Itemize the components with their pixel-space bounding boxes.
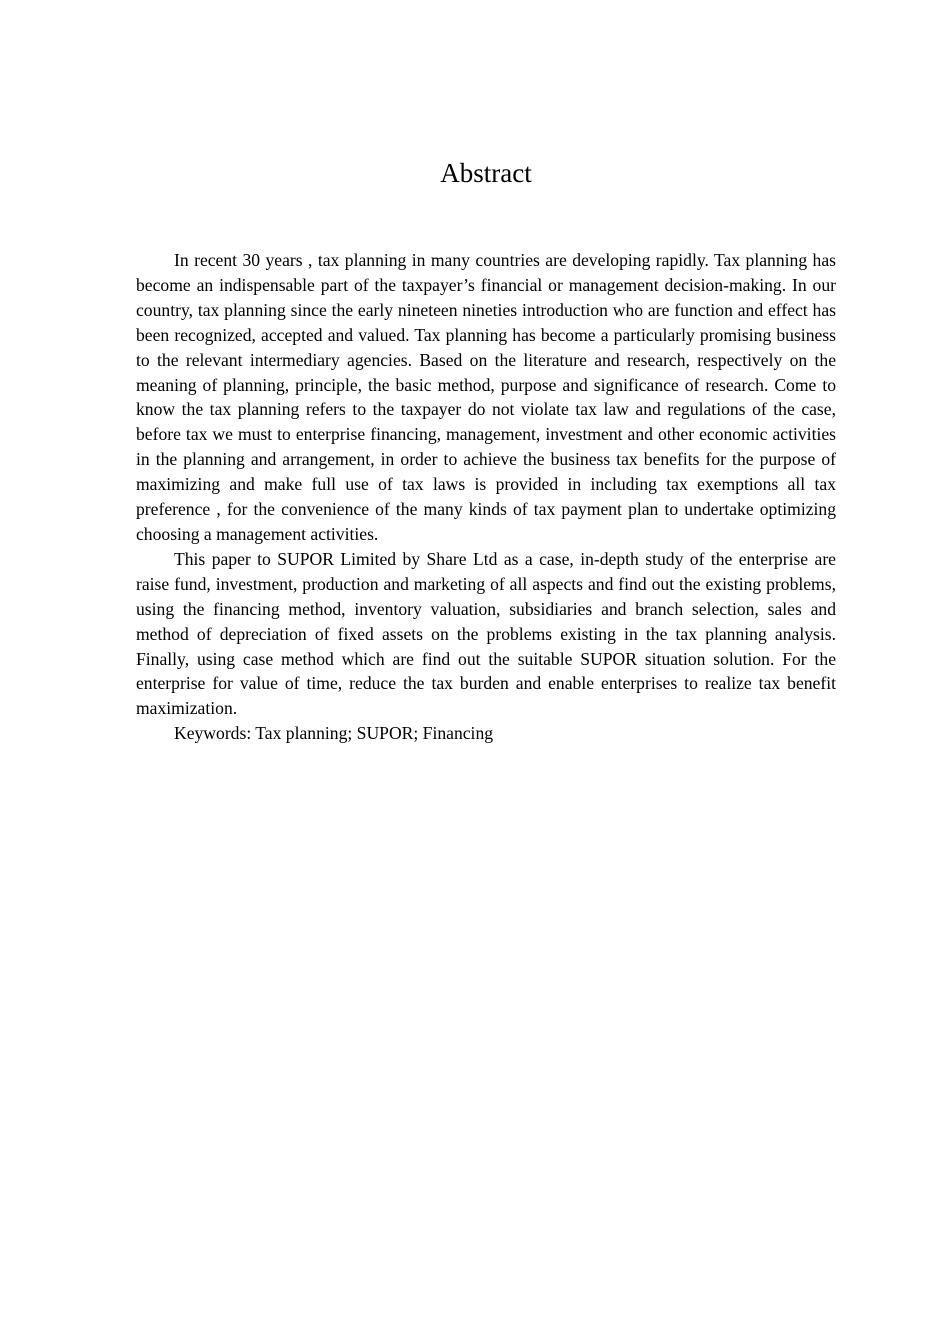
abstract-paragraph-2: This paper to SUPOR Limited by Share Ltd as a case, in-depth study of the enterprise are raise fund, investment, production and marketing of all aspects and find out the existing problems, using the financing method, inventory valuation, subsidiaries and branch selection, sales and method of depreciation of fixed assets on the problems existing in the tax planning analysis. Finally, using case method which are find out the suitable SUPOR situation solution. For the enterprise for value of time, reduce the tax burden and enable enterprises to realize tax benefit maximization.: [136, 548, 836, 719]
abstract-body: [136, 248, 836, 746]
keywords-line: Keywords: Tax planning; SUPOR; Financing: [174, 723, 494, 744]
abstract-paragraph-1: In recent 30 years , tax planning in many countries are developing rapidly. Tax planning has become an indispensable part of the taxpayer’s financial or management decision-making. In our country, tax planning since the early nineteen nineties introduction who are function and effect has been recognized, accepted and valued. Tax planning has become a particularly promising business to the relevant intermediary agencies. Based on the literature and research, respectively on the meaning of planning, principle, the basic method, purpose and significance of research. Come to know the tax planning refers to the taxpayer do not violate tax law and regulations of the case, before tax we must to enterprise financing, management, investment and other economic activities in the planning and arrangement, in order to achieve the business tax benefits for the purpose of maximizing and make full use of tax laws is provided in including tax exemptions all tax preference , for the convenience of the many kinds of tax payment plan to undertake optimizing choosing a management activities.: [136, 250, 836, 544]
page-title: Abstract: [440, 158, 532, 188]
